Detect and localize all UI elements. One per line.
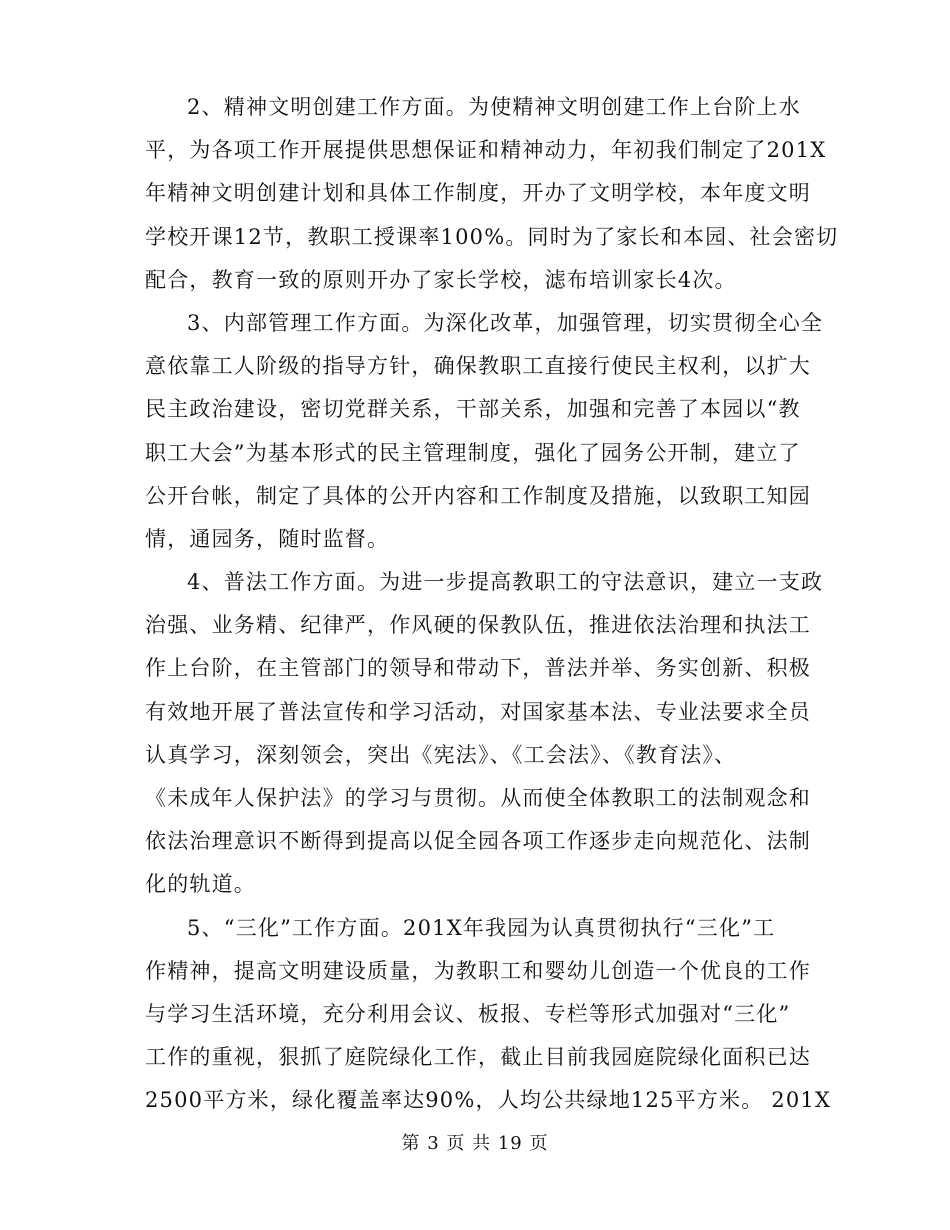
paragraph-line: 2500平方米，绿化覆盖率达90%，人均公共绿地125平方米。 201X <box>145 1088 832 1113</box>
paragraph-first-line: 3、内部管理工作方面。为深化改革，加强管理，切实贯彻全心全 <box>187 310 824 335</box>
page-footer: 第 3 页 共 19 页 <box>401 1133 549 1154</box>
paragraph-line: 情，通园务，随时监督。 <box>145 526 390 551</box>
paragraph-line: 意依靠工人阶级的指导方针，确保教职工直接行使民主权利，以扩大 <box>145 354 811 379</box>
paragraph-line: 与学习生活环境，充分利用会议、板报、专栏等形式加强对“三化” <box>145 1001 791 1026</box>
paragraph-line: 作精神，提高文明建设质量，为教职工和婴幼儿创造一个优良的工作 <box>145 958 811 983</box>
paragraph-line: 职工大会”为基本形式的民主管理制度，强化了园务公开制，建立了 <box>145 440 801 465</box>
paragraph-line: 有效地开展了普法宣传和学习活动，对国家基本法、专业法要求全员 <box>145 699 811 724</box>
paragraph-line: 认真学习，深刻领会，突出《宪法》、《工会法》、《教育法》、 <box>145 742 737 767</box>
paragraph-line: 化的轨道。 <box>145 872 256 897</box>
paragraph-line: 配合，教育一致的原则开办了家长学校，滤布培训家长4次。 <box>145 267 737 292</box>
paragraph-first-line: 4、普法工作方面。为进一步提高教职工的守法意识，建立一支政 <box>187 570 824 595</box>
paragraph-line: 依法治理意识不断得到提高以促全园各项工作逐步走向规范化、法制 <box>145 829 811 854</box>
document-body <box>145 86 839 1123</box>
paragraph-first-line: 5、“三化”工作方面。201X年我园为认真贯彻执行“三化”工 <box>187 915 776 940</box>
paragraph-line: 公开台帐，制定了具体的公开内容和工作制度及措施，以致职工知园 <box>145 483 811 508</box>
paragraph-line: 学校开课12节，教职工授课率100%。同时为了家长和本园、社会密切 <box>145 224 839 249</box>
paragraph-line: 民主政治建设，密切党群关系，干部关系，加强和完善了本园以“教 <box>145 397 801 422</box>
paragraph-line: 作上台阶，在主管部门的领导和带动下，普法并举、务实创新、积极 <box>145 656 811 681</box>
paragraph-first-line: 2、精神文明创建工作方面。为使精神文明创建工作上台阶上水 <box>187 95 801 119</box>
paragraph-line: 《未成年人保护法》的学习与贯彻。从而使全体教职工的法制观念和 <box>145 786 811 810</box>
paragraph-line: 平，为各项工作开展提供思想保证和精神动力，年初我们制定了201X <box>145 138 827 163</box>
paragraph-line: 年精神文明创建计划和具体工作制度，开办了文明学校，本年度文明 <box>145 181 811 206</box>
paragraph-line: 工作的重视，狠抓了庭院绿化工作，截止目前我园庭院绿化面积已达 <box>145 1045 811 1070</box>
paragraph-line: 治强、业务精、纪律严，作风硬的保教队伍，推进依法治理和执法工 <box>145 613 811 638</box>
